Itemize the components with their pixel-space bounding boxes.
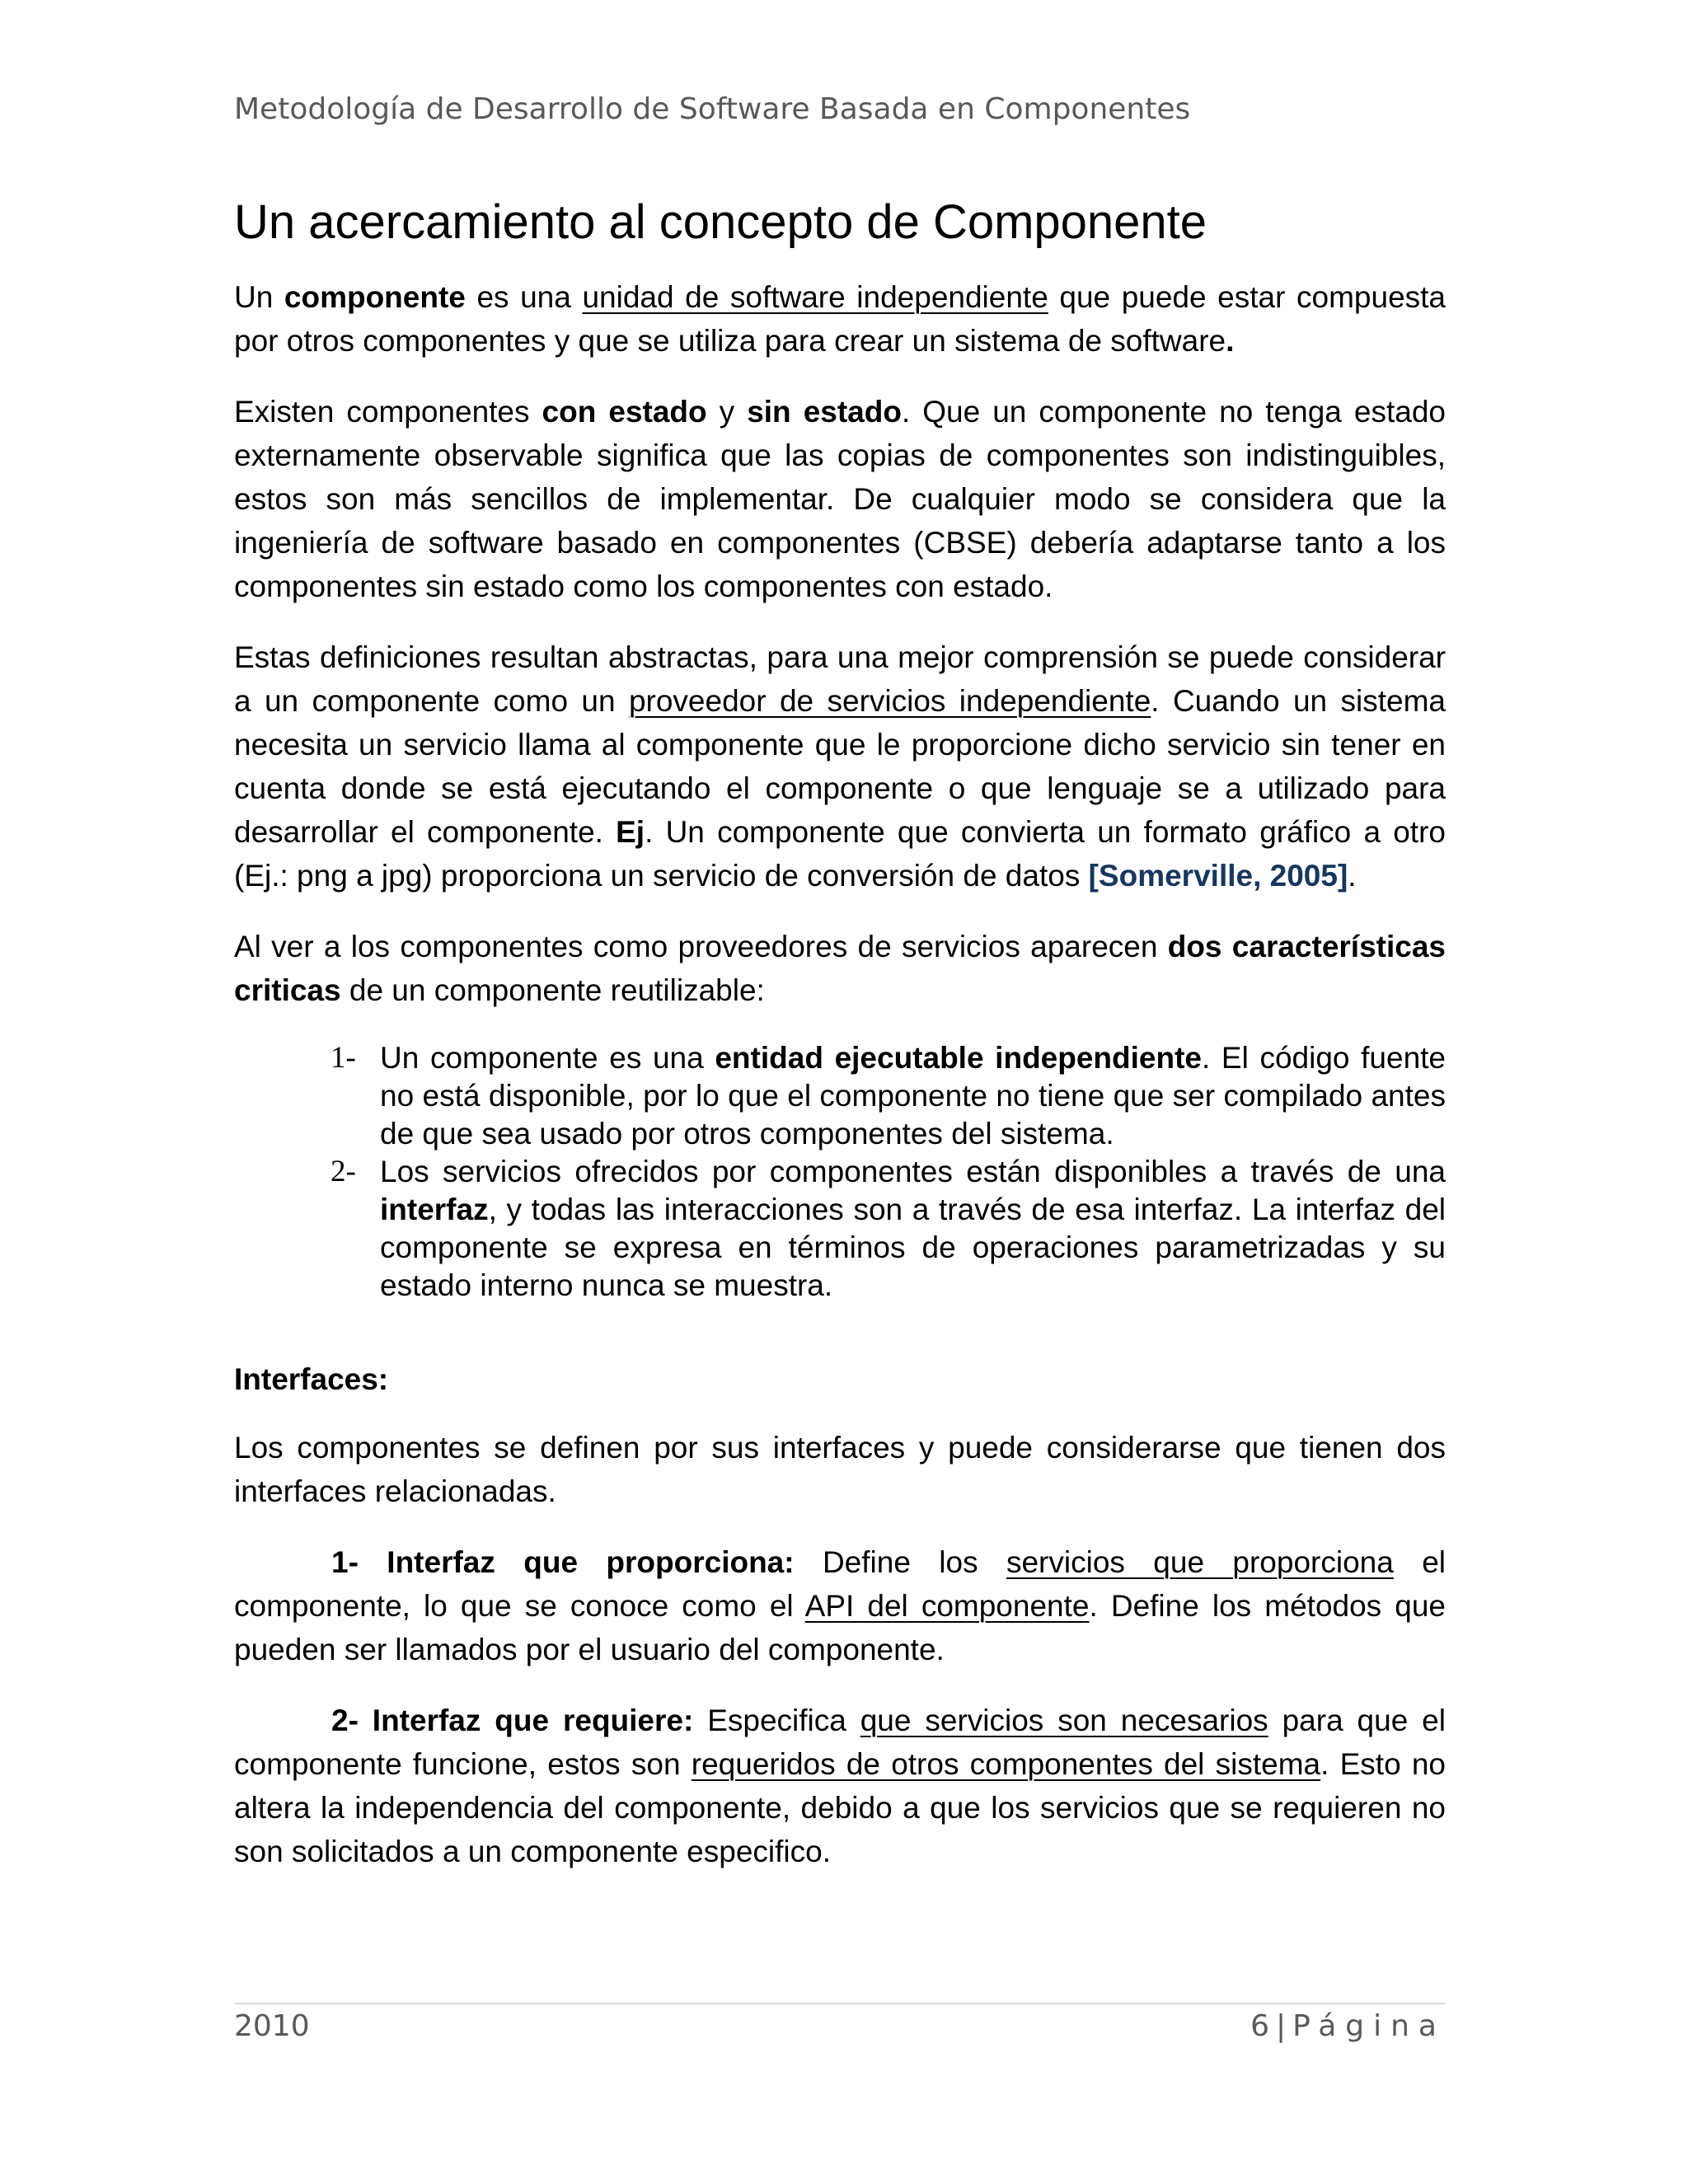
bold-term: sin estado (747, 395, 902, 429)
underlined-term: requeridos de otros componentes del sistema (691, 1747, 1321, 1781)
text-run: Los servicios ofrecidos por componentes están disponibles a través de una (380, 1155, 1446, 1188)
list-number: 2- (331, 1155, 356, 1188)
bold-term: 1- Interfaz que proporciona: (331, 1545, 795, 1579)
page-content (234, 190, 1446, 1900)
paragraph-required-interface (234, 1699, 1446, 1873)
bold-term: entidad ejecutable independiente (715, 1041, 1202, 1075)
text-run: Un componente es una (380, 1041, 715, 1075)
page-number: 6 (1250, 2009, 1269, 2043)
text-run: y (706, 395, 748, 429)
text-run: de un componente reutilizable: (340, 973, 765, 1007)
bold-term: 2- Interfaz que requiere: (331, 1704, 694, 1737)
paragraph-service-provider (234, 635, 1446, 898)
running-header: Metodología de Desarrollo de Software Basada en Componentes (234, 92, 1191, 126)
text-run: para que el componente funcione, estos son (234, 1704, 1446, 1781)
footer-divider (234, 2003, 1446, 2004)
text-run: el componente, lo que se conoce como el (234, 1545, 1446, 1623)
footer-separator: | (1275, 2009, 1287, 2043)
bold-term: Ej (616, 815, 645, 849)
text-run: . Cuando un sistema necesita un servicio llama al componente que le proporcione dicho servicio sin tener en cuenta donde se está ejecutando el componente o que lenguaje se a utilizado para desarrollar el componente. (234, 684, 1446, 849)
bold-term: con estado (542, 395, 707, 429)
interfaces-heading: Interfaces: (234, 1362, 389, 1396)
underlined-term: servicios que proporciona (1006, 1545, 1394, 1579)
text-run: . Esto no altera la independencia del componente, debido a que los servicios que se requieren no son solicitados a un componente especifico. (234, 1747, 1447, 1868)
characteristics-list (234, 1039, 1446, 1305)
underlined-term: unidad de software independiente (582, 280, 1048, 314)
text-run: . Define los métodos que pueden ser llamados por el usuario del componente. (234, 1589, 1446, 1666)
text-run: Existen componentes (234, 395, 542, 429)
text-run: Un (234, 280, 284, 314)
paragraph-state (234, 390, 1446, 608)
text-run: . El código fuente no está disponible, por lo que el componente no tiene que ser compilado antes de que sea usado por otros componentes del sistema. (380, 1041, 1447, 1151)
text-run: . Un componente que convierta un formato gráfico a otro (Ej.: png a jpg) proporciona un servicio de conversión de datos (234, 815, 1446, 893)
text-run: . (1348, 859, 1357, 893)
bold-term: componente (284, 280, 466, 314)
underlined-term: proveedor de servicios independiente (628, 684, 1151, 718)
underlined-term: API del componente (804, 1589, 1090, 1623)
paragraph-provided-interface (234, 1540, 1446, 1671)
paragraph-definition (234, 275, 1446, 363)
bold-term: . (1226, 324, 1235, 358)
list-item (331, 1153, 1446, 1305)
footer-page-number (1250, 2006, 1446, 2047)
text-run: Al ver a los componentes como proveedores de servicios aparecen (234, 930, 1168, 963)
text-run: que puede estar compuesta por otros componentes y que se utiliza para crear un sistema de software (234, 280, 1447, 358)
list-number: 1- (331, 1041, 356, 1075)
paragraph-characteristics (234, 925, 1446, 1012)
text-run: . Que un componente no tenga estado externamente observable significa que las copias de componentes son indistinguibles, estos son más sencillos de implementar. De cualquier modo se considera que la ingeniería de software basado en componentes (CBSE) debería adaptarse tanto a los componentes sin estado como los componentes con estado. (234, 395, 1446, 603)
underlined-term: que servicios son necesarios (860, 1704, 1268, 1737)
section-title: Un acercamiento al concepto de Componente (234, 195, 1207, 249)
list-item (331, 1039, 1447, 1153)
page-label: Página (1292, 2009, 1446, 2043)
footer-year: 2010 (234, 2009, 310, 2043)
citation: [Somerville, 2005] (1088, 859, 1348, 893)
text-run: es una (465, 280, 583, 314)
text-run: Estas definiciones resultan abstractas, para una mejor comprensión se puede considerar a un componente como un (234, 640, 1446, 718)
paragraph-interfaces-intro: Los componentes se definen por sus interfaces y puede considerarse que tienen dos interfaces relacionadas. (234, 1431, 1446, 1508)
text-run: Define los (794, 1545, 1006, 1579)
bold-term: interfaz (380, 1193, 489, 1226)
text-run: Especifica (693, 1704, 860, 1737)
bold-term: dos características criticas (234, 930, 1447, 1007)
text-run: , y todas las interacciones son a través de esa interfaz. La interfaz del componente se expresa en términos de operaciones parametrizadas y su estado interno nunca se muestra. (380, 1193, 1446, 1302)
